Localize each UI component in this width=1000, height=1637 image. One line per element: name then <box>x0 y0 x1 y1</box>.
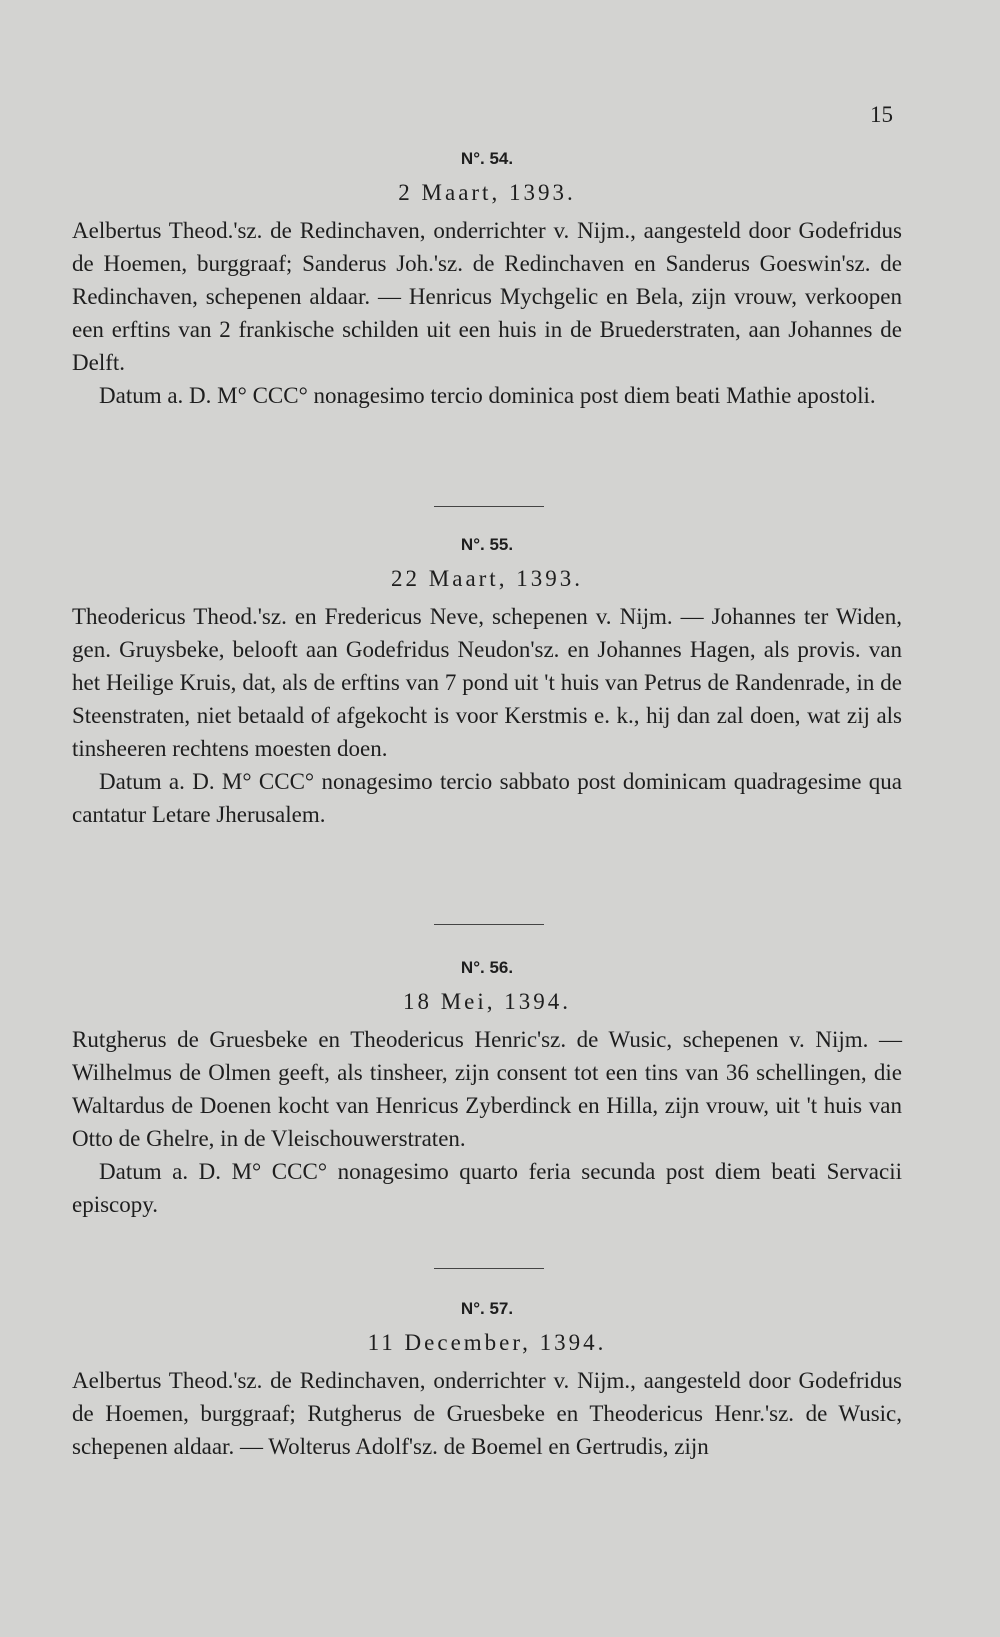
entry-body <box>72 214 902 412</box>
entry-body <box>72 1364 902 1463</box>
entry-text: Rutgherus de Gruesbeke en Theodericus Henric'sz. de Wusic, schepenen v. Nijm. — Wilhelmus de Olmen geeft, als tinsheer, zijn consent tot een tins van 36 schellingen, die Waltardus de Doenen kocht van Henricus Zyberdinck en Hilla, zijn vrouw, uit 't huis van Otto de Ghelre, in de Vleischouwerstraten. <box>72 1027 902 1151</box>
entry-number: N°. 54. <box>460 149 514 168</box>
entry-56 <box>72 955 902 1221</box>
entry-57 <box>72 1296 902 1463</box>
entry-datum: Datum a. D. M° CCC° nonagesimo tercio dominica post diem beati Mathie apostoli. <box>99 383 876 408</box>
entry-number: N°. 55. <box>460 535 514 554</box>
entry-text: Aelbertus Theod.'sz. de Redinchaven, onderrichter v. Nijm., aangesteld door Godefridus de Hoemen, burggraaf; Sanderus Joh.'sz. de Redinchaven en Sanderus Goeswin'sz. de Redinchaven, schepenen aldaar. — Henricus Mychgelic en Bela, zijn vrouw, verkoopen een erftins van 2 frankische schilden uit een huis in de Bruederstraten, aan Johannes de Delft. <box>72 218 902 375</box>
entry-text: Aelbertus Theod.'sz. de Redinchaven, onderrichter v. Nijm., aangesteld door Godefridus de Hoemen, burggraaf; Rutgherus de Gruesbeke en Theodericus Henr.'sz. de Wusic, schepenen aldaar. — Wolterus Adolf'sz. de Boemel en Gertrudis, zijn <box>72 1368 902 1459</box>
entry-number: N°. 57. <box>460 1299 514 1318</box>
entry-date: 22 Maart, 1393. <box>391 566 583 591</box>
entry-date: 11 December, 1394. <box>367 1330 607 1355</box>
entry-54 <box>72 146 902 412</box>
entry-date: 2 Maart, 1393. <box>398 180 576 205</box>
page-number: 15 <box>870 102 893 127</box>
entry-body <box>72 1023 902 1221</box>
section-divider <box>434 1268 544 1269</box>
entry-55 <box>72 532 902 831</box>
entry-datum: Datum a. D. M° CCC° nonagesimo quarto feria secunda post diem beati Servacii episcopy. <box>72 1159 902 1217</box>
section-divider <box>434 924 544 925</box>
entry-number: N°. 56. <box>460 958 514 977</box>
entry-body <box>72 600 902 831</box>
entry-text: Theodericus Theod.'sz. en Fredericus Neve, schepenen v. Nijm. — Johannes ter Widen, gen. Gruysbeke, belooft aan Godefridus Neudon'sz. en Johannes Hagen, als provis. van het Heilige Kruis, dat, als de erftins van 7 pond uit 't huis van Petrus de Randenrade, in de Steenstraten, niet betaald of afgekocht is voor Kerstmis e. k., hij dan zal doen, wat zij als tinsheeren rechtens moesten doen. <box>72 604 902 761</box>
entry-datum: Datum a. D. M° CCC° nonagesimo tercio sabbato post dominicam quadragesime qua cantatur Letare Jherusalem. <box>72 769 902 827</box>
entry-date: 18 Mei, 1394. <box>402 989 572 1014</box>
section-divider <box>434 506 544 507</box>
